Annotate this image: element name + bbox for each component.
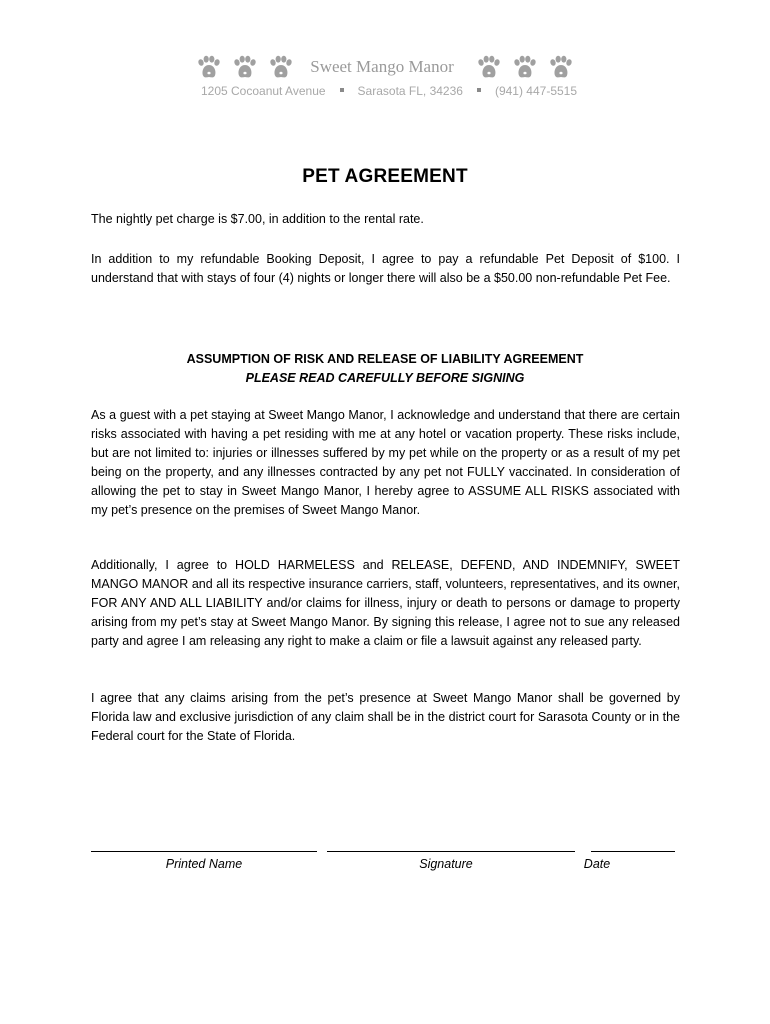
paw-print-icon: [196, 54, 222, 80]
letterhead-title-row: [0, 50, 770, 84]
paw-print-icon: [512, 54, 538, 80]
paw-group-right: [476, 54, 574, 80]
separator-bullet: [477, 88, 481, 92]
jurisdiction-paragraph: I agree that any claims arising from the pet’s presence at Sweet Mango Manor shall be governed by Florida law and exclusive jurisdiction of any claim shall be in the district court for Sarasota County or in the Federal court for the State of Florida.: [91, 691, 680, 743]
separator-bullet: [340, 88, 344, 92]
paw-print-icon: [232, 54, 258, 80]
business-phone: (941) 447-5515: [494, 84, 578, 98]
date-line[interactable]: [591, 851, 675, 852]
paw-print-icon: [476, 54, 502, 80]
date-label: Date: [583, 857, 611, 871]
assumption-of-risk-paragraph: As a guest with a pet staying at Sweet Mango Manor, I acknowledge and understand that there are certain risks associated with having a pet residing with me at any hotel or vacation property. These risks include, but are not limited to: injuries or illnesses suffered by my pet while on the property or as a result of my pet being on the property, and any illnesses contracted by any pet not FULLY vaccinated. In consideration of allowing the pet to stay in Sweet Mango Manor, I hereby agree to ASSUME ALL RISKS associated with my pet’s presence on the premises of Sweet Mango Manor.: [91, 408, 680, 517]
paw-print-icon: [268, 54, 294, 80]
business-city: Sarasota FL, 34236: [357, 84, 463, 98]
pet-deposit-paragraph: In addition to my refundable Booking Deposit, I agree to pay a refundable Pet Deposit of $100. I understand that with stays of four (4) nights or longer there will also be a $50.00 non-refundable Pet Fee.: [91, 252, 680, 285]
business-name: Sweet Mango Manor: [310, 57, 454, 76]
section-subheading: PLEASE READ CAREFULLY BEFORE SIGNING: [245, 371, 525, 385]
letterhead: [0, 50, 770, 98]
section-heading: ASSUMPTION OF RISK AND RELEASE OF LIABILITY AGREEMENT: [186, 352, 584, 366]
letterhead-contact-row: [0, 84, 770, 98]
signature-label: Signature: [419, 857, 473, 871]
paw-print-icon: [548, 54, 574, 80]
printed-name-label: Printed Name: [165, 857, 243, 871]
printed-name-line[interactable]: [91, 851, 317, 852]
business-address: 1205 Cocoanut Avenue: [200, 84, 326, 98]
pet-charge-paragraph: The nightly pet charge is $7.00, in addition to the rental rate.: [91, 212, 424, 226]
release-of-liability-paragraph: Additionally, I agree to HOLD HARMELESS and RELEASE, DEFEND, AND INDEMNIFY, SWEET MANGO MANOR and all its respective insurance carriers, staff, volunteers, representatives, and its owner, FOR ANY AND ALL LIABILITY and/or claims for illness, injury or death to persons or damage to property arising from my pet’s stay at Sweet Mango Manor. By signing this release, I agree not to sue any released party and agree I am releasing any right to make a claim or file a lawsuit against any released party.: [91, 558, 680, 648]
paw-group-left: [196, 54, 294, 80]
signature-line[interactable]: [327, 851, 575, 852]
document-title: PET AGREEMENT: [302, 166, 468, 187]
